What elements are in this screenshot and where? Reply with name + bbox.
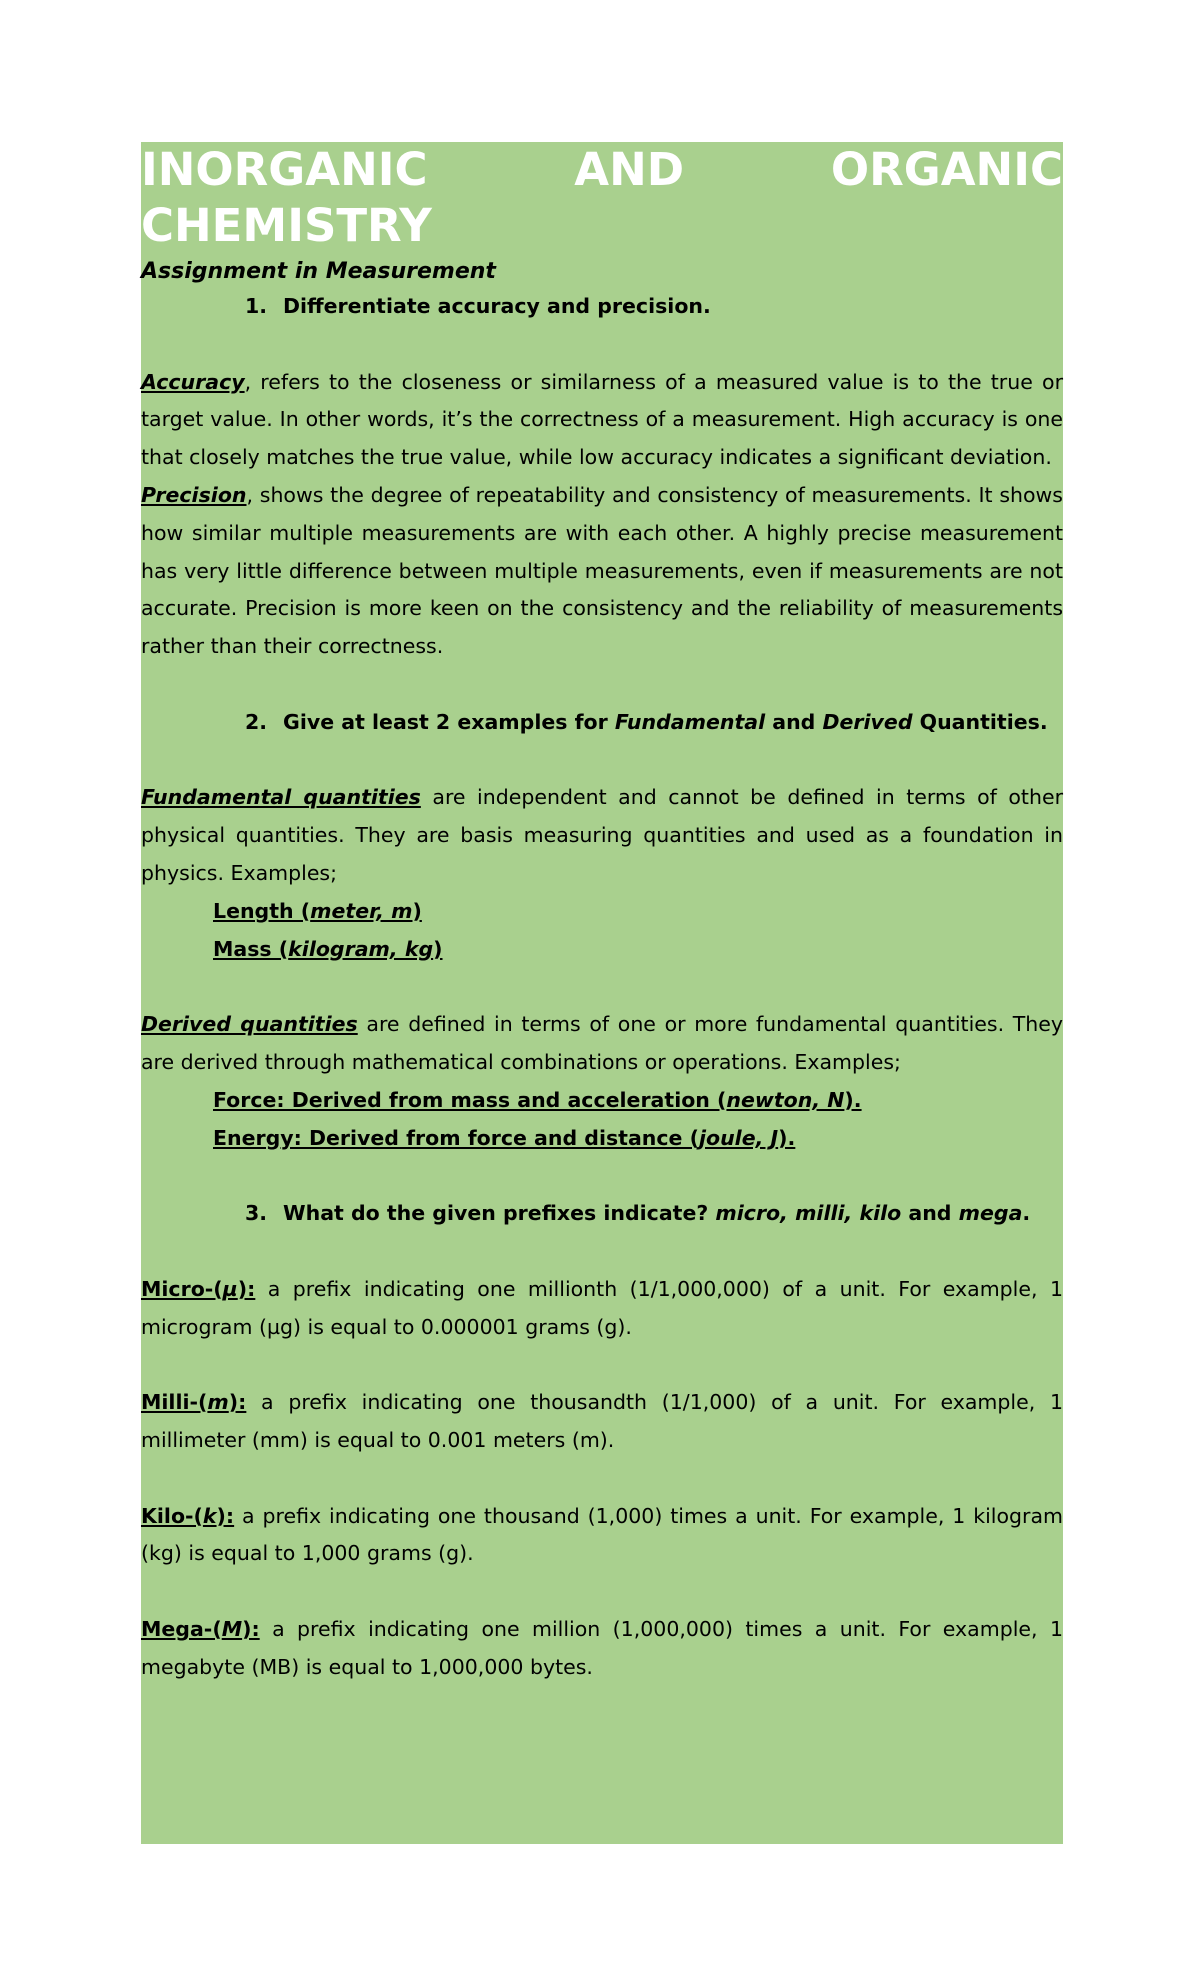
- question-number: 2.: [245, 709, 268, 734]
- precision-text: , shows the degree of repeatability and consistency of measurements. It shows how similar multiple measurements are with each other. A highly precise measurement has very little difference between multiple measurements, even if measurements are not accurate. Precision is more keen on the consistency and the reliability of measurements rather than their correctness.: [141, 482, 1063, 659]
- title-word: INORGANIC: [141, 143, 428, 196]
- prefix-label: Mega-(M):: [141, 1616, 260, 1641]
- title-word: AND: [574, 143, 685, 196]
- fundamental-paragraph: [141, 779, 1063, 892]
- question-number: 3.: [245, 1201, 268, 1226]
- example-item: Mass (kilogram, kg): [213, 936, 443, 961]
- title-line-2: CHEMISTRY: [141, 199, 432, 252]
- accuracy-paragraph: [141, 364, 1063, 477]
- example-item: Energy: Derived from force and distance (joule, J).: [213, 1125, 796, 1150]
- prefix-paragraph: Micro-(µ): a prefix indicating one millionth (1/1,000,000) of a unit. For example, 1 microgram (µg) is equal to 0.000001 grams (g).: [141, 1276, 1063, 1339]
- prefix-label: Kilo-(k):: [141, 1503, 235, 1528]
- fundamental-term: Fundamental quantities: [141, 785, 421, 810]
- prefix-label: Micro-(µ):: [141, 1276, 256, 1301]
- question-2: [245, 704, 1063, 742]
- precision-paragraph: [141, 477, 1063, 666]
- precision-term: Precision: [141, 482, 247, 507]
- accuracy-text: , refers to the closeness or similarness of a measured value is to the true or target value. In other words, it’s the correctness of a measurement. High accuracy is one that closely matches the true value, while low accuracy indicates a significant deviation.: [141, 369, 1063, 470]
- prefix-paragraph: Mega-(M): a prefix indicating one million (1,000,000) times a unit. For example, 1 megabyte (MB) is equal to 1,000,000 bytes.: [141, 1616, 1063, 1679]
- document-subtitle: Assignment in Measurement: [141, 259, 496, 284]
- example-item: Force: Derived from mass and acceleration (newton, N).: [213, 1087, 862, 1112]
- accuracy-term: Accuracy: [141, 369, 245, 394]
- document-title: [141, 142, 1063, 254]
- question-3: [245, 1195, 1063, 1233]
- prefix-paragraph: Milli-(m): a prefix indicating one thousandth (1/1,000) of a unit. For example, 1 millimeter (mm) is equal to 0.001 meters (m).: [141, 1390, 1063, 1452]
- prefix-paragraph: Kilo-(k): a prefix indicating one thousand (1,000) times a unit. For example, 1 kilogram (kg) is equal to 1,000 grams (g).: [141, 1503, 1063, 1566]
- fundamental-text: are independent and cannot be defined in terms of other physical quantities. They are basis measuring quantities and used as a foundation in physics. Examples;: [141, 785, 1063, 885]
- question-text: What do the given prefixes indicate? micro, milli, kilo and mega.: [283, 1201, 1031, 1226]
- derived-term: Derived quantities: [141, 1012, 358, 1037]
- example-item: Length (meter, m): [213, 898, 422, 923]
- derived-paragraph: [141, 1006, 1063, 1082]
- prefix-label: Milli-(m):: [141, 1390, 247, 1415]
- title-word: ORGANIC: [830, 143, 1063, 196]
- document-content: [141, 142, 1063, 1686]
- question-number: 1.: [245, 294, 268, 318]
- question-text: Give at least 2 examples for Fundamental and Derived Quantities.: [283, 709, 1048, 734]
- question-text: Differentiate accuracy and precision.: [283, 294, 711, 318]
- derived-text: are defined in terms of one or more fundamental quantities. They are derived through mathematical combinations or operations. Examples;: [141, 1012, 1064, 1074]
- question-1: [245, 288, 1063, 326]
